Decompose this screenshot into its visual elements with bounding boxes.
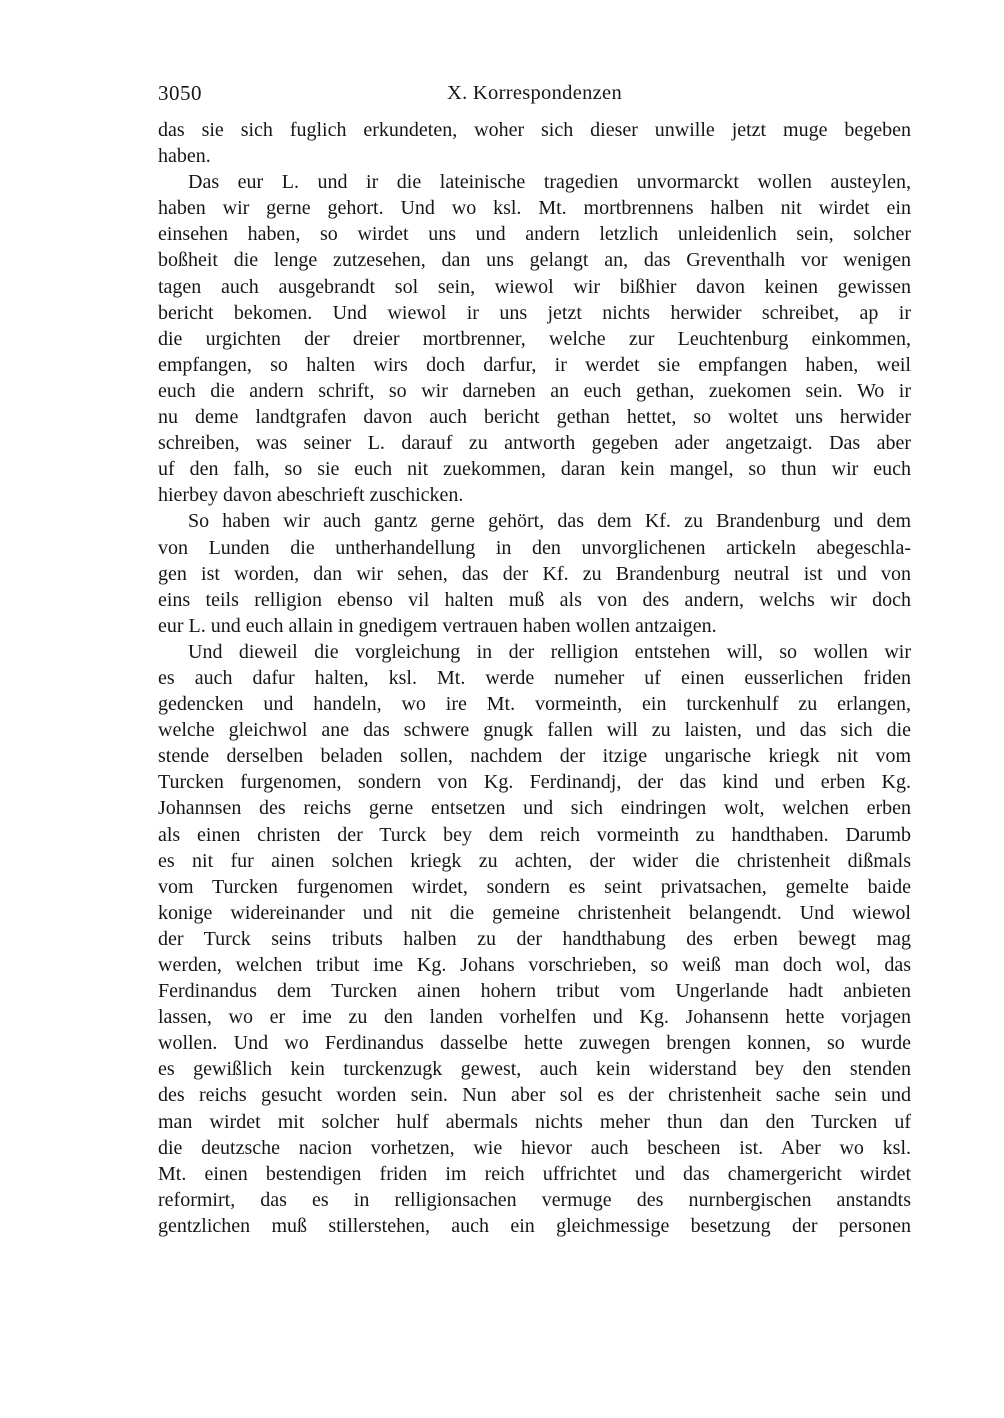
text-line: man wirdet mit solcher hulf abermals nichts meher thun dan den Turcken uf <box>158 1110 911 1133</box>
text-line: konige widereinander und nit die gemeine christenheit belangendt. Und wiewol <box>158 901 911 924</box>
paragraph <box>158 508 911 638</box>
text-line: hierbey davon abeschrieft zuschicken. <box>158 484 464 507</box>
text-body <box>158 117 911 1239</box>
text-line: es gewißlich kein turckenzugk gewest, auch kein widerstand bey den stenden <box>158 1058 911 1081</box>
text-line: tagen auch ausgebrandt sol sein, wiewol wir bißhier davon keinen gewissen <box>158 275 911 298</box>
text-line: schreiben, was seiner L. darauf zu antworth gegeben ader angetzaigt. Das aber <box>158 432 911 455</box>
text-line: vom Turcken furgenomen wirdet, sondern es seint privatsachen, gemelte baide <box>158 875 911 898</box>
text-line: der Turck seins tributs halben zu der handthabung des erben bewegt mag <box>158 927 911 950</box>
text-line: Ferdinandus dem Turcken ainen hohern tribut vom Ungerlande hadt anbieten <box>158 980 911 1003</box>
text-line: Und dieweil die vorgleichung in der relligion entstehen will, so wollen wir <box>188 640 911 663</box>
paragraph <box>158 639 911 1239</box>
text-line: Turcken furgenomen, sondern von Kg. Ferdinandj, der das kind und erben Kg. <box>158 771 911 794</box>
text-line: die urgichten der dreier mortbrenner, welche zur Leuchtenburg einkommen, <box>158 327 911 350</box>
text-line: haben wir gerne gehort. Und wo ksl. Mt. mortbrennens halben nit wirdet ein <box>158 197 911 220</box>
text-line: empfangen, so halten wirs doch darfur, ir werdet sie empfangen haben, weil <box>158 353 911 376</box>
text-line: gedencken und handeln, wo ire Mt. vormeinth, ein turckenhulf zu erlangen, <box>158 693 911 716</box>
text-line: einsehen haben, so wirdet uns und andern letzlich unleidenlich sein, solcher <box>158 223 911 246</box>
text-line: gentzlichen muß stillerstehen, auch ein gleichmessige besetzung der personen <box>158 1214 911 1237</box>
text-line: boßheit die lenge zutzesehen, dan uns gelangt an, das Greventhalh vor wenigen <box>158 249 911 272</box>
text-line: haben. <box>158 145 211 168</box>
text-line: Das eur L. und ir die lateinische tragedien unvormarckt wollen austeylen, <box>188 171 911 194</box>
text-line: reformirt, das es in relligionsachen vermuge des nurnbergischen anstandts <box>158 1188 911 1211</box>
text-line: wollen. Und wo Ferdinandus dasselbe hette zuwegen brengen konnen, so wurde <box>158 1032 911 1055</box>
text-line: lassen, wo er ime zu den landen vorhelfen und Kg. Johansenn hette vorjagen <box>158 1006 911 1029</box>
text-line: von Lunden die untherhandellung in den unvorglichenen artickeln abegeschla- <box>158 536 911 559</box>
text-line: das sie sich fuglich erkundeten, woher sich dieser unwille jetzt muge begeben <box>158 119 911 141</box>
paragraph <box>158 169 911 508</box>
text-line: werden, welchen tribut ime Kg. Johans vorschrieben, so weiß man doch wol, das <box>158 954 911 976</box>
text-line: Johannsen des reichs gerne entsetzen und sich eindringen wolt, welchen erben <box>158 797 911 820</box>
text-line: stende derselben beladen sollen, nachdem der itzige ungarische kriegk nit vom <box>158 745 911 768</box>
page-number: 3050 <box>158 81 202 105</box>
text-line: bericht bekomen. Und wiewol ir uns jetzt nichts herwider schreibet, ap ir <box>158 301 911 324</box>
text-line: es auch dafur halten, ksl. Mt. werde numeher uf einen eusserlichen friden <box>158 666 911 689</box>
text-line: euch die andern schrift, so wir darneben an euch gethan, zuekomen sein. Wo ir <box>158 379 911 402</box>
text-line: eins teils relligion ebenso vil halten muß als von des andern, welchs wir doch <box>158 588 911 611</box>
text-line: des reichs gesucht worden sein. Nun aber sol es der christenheit sache sein und <box>158 1084 911 1107</box>
text-line: Mt. einen bestendigen friden im reich uffrichtet und das chamergericht wirdet <box>158 1162 911 1185</box>
paragraph <box>158 117 911 169</box>
page-header <box>158 80 911 106</box>
text-line: die deutzsche nacion vorhetzen, wie hievor auch bescheen ist. Aber wo ksl. <box>158 1136 911 1159</box>
text-line: welche gleichwol ane das schwere gnugk fallen will zu laisten, und das sich die <box>158 719 911 742</box>
text-line: es nit fur ainen solchen kriegk zu achten, der wider die christenheit dißmals <box>158 849 911 872</box>
text-line: nu deme landtgrafen davon auch bericht gethan hettet, so woltet uns herwider <box>158 406 911 429</box>
text-line: uf den falh, so sie euch nit zuekommen, daran kein mangel, so thun wir euch <box>158 458 911 481</box>
text-line: eur L. und euch allain in gnedigem vertrauen haben wollen antzaigen. <box>158 614 717 637</box>
text-line: als einen christen der Turck bey dem reich vormeinth zu handthaben. Darumb <box>158 823 911 846</box>
text-line: So haben wir auch gantz gerne gehört, das dem Kf. zu Brandenburg und dem <box>188 510 911 533</box>
text-line: gen ist worden, dan wir sehen, das der Kf. zu Brandenburg neutral ist und von <box>158 562 911 585</box>
running-header: X. Korrespondenzen <box>446 82 623 104</box>
